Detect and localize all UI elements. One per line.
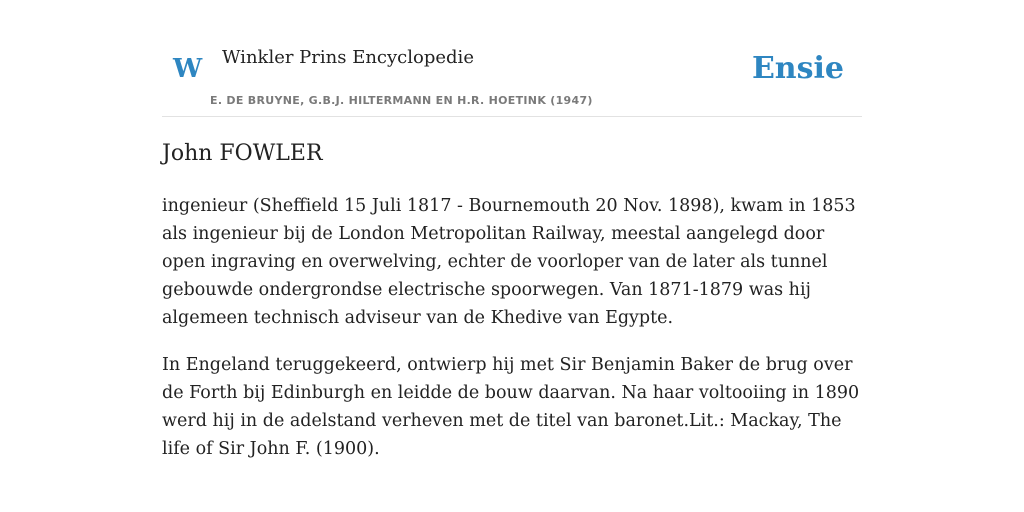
article-content [162, 138, 862, 463]
source-logo-icon[interactable]: W [173, 54, 203, 84]
source-header [162, 0, 862, 117]
source-title-link[interactable]: Winkler Prins Encyclopedie [222, 47, 474, 68]
source-authors: E. DE BRUYNE, G.B.J. HILTERMANN EN H.R. HOETINK (1947) [210, 94, 593, 107]
page-title: John FOWLER [162, 141, 323, 166]
article-paragraph: In Engeland teruggekeerd, ontwierp hij met Sir Benjamin Baker de brug over de Forth bij Edinburgh en leidde de bouw daarvan. Na haar voltooiing in 1890 werd hij in de adelstand verheven met de titel van baronet.Lit.: Mackay, The life of Sir John F. (1900). [162, 355, 860, 459]
article-paragraph: ingenieur (Sheffield 15 Juli 1817 - Bournemouth 20 Nov. 1898), kwam in 1853 als ingenieur bij de London Metropolitan Railway, meestal aangelegd door open ingraving en overwelving, echter de voorloper van de later als tunnel gebouwde ondergrondse electrische spoorwegen. Van 1871-1879 was hij algemeen technisch adviseur van de Khedive van Egypte. [162, 196, 856, 328]
ensie-logo-link[interactable]: Ensie [751, 51, 844, 86]
